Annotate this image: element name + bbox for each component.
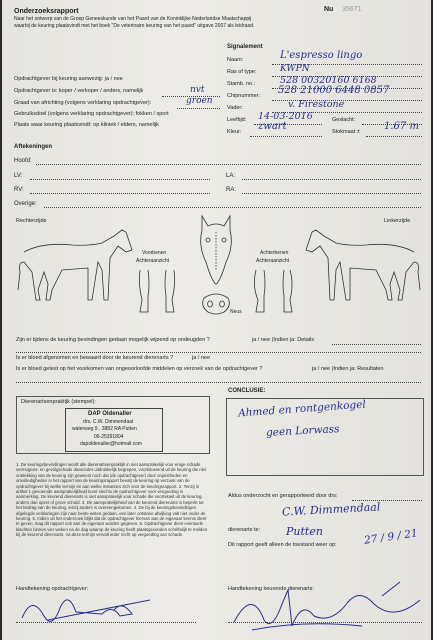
q1-text: Zijn er tijdens de keuring bevindingen gedaan mogelijk wijzend op ondeugden ? [16, 337, 210, 343]
intro-line-2: waarbij de keuring plaatsvindt met het boek "De veterinaire keuring van het paard" uitgave 2007 als leidraad. [14, 23, 255, 29]
hind-legs-icon [254, 270, 292, 312]
stamp-line-2: drs. C.W. Dimmendaal [83, 419, 134, 425]
neus-label: Neus [230, 309, 242, 315]
field-purpose-label: Gebruiksdoel (volgens verklaring opdrachtgever): fokken / sport [14, 111, 169, 117]
lv-label: LV: [14, 173, 23, 179]
front-legs-icon [139, 270, 174, 312]
signatures [2, 560, 431, 640]
leeftijd-value: 14-03-2016 [258, 111, 313, 122]
aftekeningen-heading: Aftekeningen [14, 144, 53, 150]
geslacht-label: Geslacht: [332, 117, 356, 123]
stokmaat-label: Stokmaat ± [332, 129, 360, 135]
ra-label: RA: [226, 187, 237, 193]
handtekening-dierenarts-label: Handtekening keurende dierenarts: [228, 586, 314, 592]
q3-line-2 [16, 382, 421, 383]
stamp [65, 408, 163, 452]
rapport-date: 27 / 9 / 21 [363, 527, 419, 547]
field-training-value: groen [186, 96, 213, 106]
rechterzijde-label: Rechterzijde [16, 218, 47, 224]
report-number-prefix: Nu [324, 6, 334, 13]
onderzocht-value: C.W. Dimmendaal [281, 500, 381, 519]
signalement-heading: Signalement [227, 44, 263, 50]
stamp-line-4: 06-25391804 [94, 434, 124, 440]
vader-value: v. Firestone [288, 99, 345, 110]
leeftijd-label: Leeftijd: [227, 117, 247, 123]
field-present-label: Opdrachtgever bij keuring aanwezig: ja / nee [14, 76, 123, 82]
handtekening-opdrachtgever-label: Handtekening opdrachtgever: [16, 586, 89, 592]
q3-text: Is er bloed getest op het voorkomen van ongeoorloofde middelen op verzoek van de opdrachtgever ? [16, 366, 263, 372]
kleur-value: zwart [258, 121, 287, 132]
dierenarts-label: dierenarts te: [228, 527, 261, 533]
stokmaat-value: 1.67 m [384, 121, 419, 132]
client-signature-icon [22, 600, 150, 622]
achteraanzicht-right-label: Achteraanzicht [256, 258, 290, 264]
stamp-line-5: dapoldenaller@hotmail.com [80, 441, 143, 447]
q2-answer: ja / nee [192, 355, 211, 361]
vet-signature-icon [234, 582, 420, 630]
ras-label: Ras of type: [227, 69, 257, 75]
voorbenen-label: Voorbenen [142, 250, 167, 256]
achteraanzicht-left-label: Achteraanzicht [136, 258, 170, 264]
field-training-label: Graad van africhting (volgens verklaring opdrachtgever): [14, 100, 152, 106]
vader-label: Vader: [227, 105, 243, 111]
horse-left-side-icon [306, 230, 420, 300]
conditions-text: 1. De keuringsbevindingen wordt alle dierenartsenpraktijk in niet aansprakelijk voor enige schade vermogens- en gevolgschade daaronder uitdrukkelijk begrepen, voortvloeiend uit de keuring die niet ontdekking van de keuring zijn geweest noch dat (de opdrachtgever) door onjuistheden en onvolledigheden in het rapport van de keuringsrapport bevat) de keuring op verzoek van de opdrachtgever bij welke termijn en aan welke instanties zich voor de keuringsrapport. 2. Tenzij in artikel 1 genoemde aansprakelijkheid komt slechts de opdrachtgever voor vergoeding in aanmerking. De keurend dierenarts is niet aansprakelijk voor schade die voortvloeit uit de keuring, anders dan opzet of grove schuld. 3. De aansprakelijkheid van de keurend dierenarts is beperkt tot het bedrag van de keuring, tenzij anders is overeengekomen. 4. De bij de keuringsbevindingen afgelegde verklaringen zijn naar beste weten gedaan, een later ontstane afwijking valt niet onder de keuring. 5. Indien uit het onderzoek blijkt dat de opdrachtgever hiervan aan de eigenaar kennis dient te geven, mag dit rapport ook aan de eigenaar worden gegeven. 6. Opdrachtgever dient eventuele klachten binnen vier weken na de dag waarop de keuring heeft plaatsgevonden schriftelijk te melden bij de keurend dierenarts, na deze termijn vervalt ieder recht op vergoeding van schade. [16, 462, 208, 538]
stamp-line-1: DAP Oldenaller [88, 411, 132, 417]
conclusie-text-1: Ahmed en rontgenkogel [237, 398, 367, 420]
field-client-value: nvt [190, 85, 205, 95]
overige-label: Overige: [14, 201, 37, 207]
stamp-box [16, 396, 210, 454]
stamb-value: 528 00320160 6168 [280, 75, 377, 86]
hoofd-label: Hoofd: [14, 158, 32, 164]
dierenarts-value: Putten [286, 525, 323, 538]
ras-value: KWPN [280, 64, 310, 74]
naam-label: Naam: [227, 57, 244, 63]
naam-value: L'espresso lingo [280, 50, 363, 61]
q1-line-2 [16, 352, 421, 353]
onderzocht-label: Aldus onderzocht en gerapporteerd door drs: [228, 493, 338, 499]
chip-label: Chipnummer: [227, 93, 261, 99]
report-number: 35671 [342, 6, 362, 13]
stamb-label: Stamb. no.: [227, 81, 256, 87]
stamp-box-title: Dierenartsenpraktijk (stempel): [21, 399, 96, 405]
horse-right-side-icon [18, 230, 132, 300]
chip-value: 528 21000 6448 0857 [278, 85, 390, 96]
field-location-label: Plaats waar keuring plaatsvindt: op kliniek / elders, namelijk [14, 122, 159, 128]
conclusie-heading: CONCLUSIE: [228, 388, 266, 394]
stamp-line-3: waterweg 9 , 3882 RA Putten [72, 426, 137, 432]
horse-outlines [2, 0, 431, 340]
la-label: LA: [226, 173, 236, 179]
q2-text: Is er bloed afgenomen en bewaard door de keurend dierenarts ? [16, 355, 174, 361]
intro-line-1: Naar het ontwerp van de Groep Geneeskunde van het Paard van de Koninklijke Nederlandse Maatschappij [14, 16, 252, 22]
q1-answer: ja / nee (Indien ja: Details [252, 337, 315, 343]
document-title: Onderzoeksrapport [14, 8, 79, 15]
field-client-label: Opdrachtgever is: koper / verkoper / anders, namelijk [14, 88, 144, 94]
conclusie-text-2: geen Lorwass [265, 423, 340, 439]
q1-line [332, 344, 421, 345]
report-sheet [2, 0, 431, 640]
linkerzijde-label: Linkerzijde [384, 218, 411, 224]
nose-icon [203, 294, 230, 314]
kleur-label: Kleur: [227, 129, 242, 135]
rv-label: RV: [14, 187, 24, 193]
achterbenen-label: Achterbenen [260, 250, 289, 256]
q3-answer: ja / nee (Indien ja: Resultaten [312, 366, 384, 372]
rapport-label: Dit rapport geeft alleen de toestand weer op: [228, 542, 337, 548]
